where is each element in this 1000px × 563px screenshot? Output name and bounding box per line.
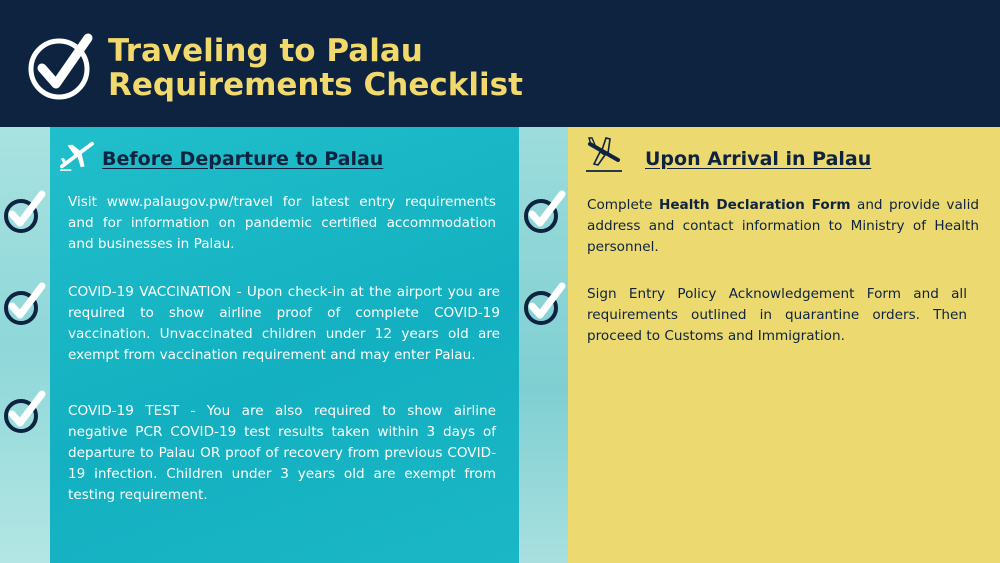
header-banner bbox=[0, 0, 1000, 127]
arrival-item-1-pre: Complete bbox=[587, 197, 659, 213]
before-item-2: COVID-19 VACCINATION - Upon check-in at the airport you are required to show airline proof of complete COVID-19 vaccination. Unvaccinated children under 12 years old are exempt from vaccination requirement and may enter Palau. bbox=[68, 284, 500, 363]
check-icon bbox=[2, 190, 46, 234]
check-icon bbox=[2, 282, 46, 326]
airplane-icon bbox=[58, 138, 96, 172]
arrival-item-1-post: and provide valid address and contact information to Ministry of Health personnel. bbox=[587, 197, 979, 255]
title-line-2: Requirements Checklist bbox=[108, 67, 523, 103]
upon-arrival-title: Upon Arrival in Palau bbox=[645, 148, 872, 170]
before-item-3: COVID-19 TEST - You are also required to show airline negative PCR COVID-19 test results taken within 3 days of departure to Palau OR proof of recovery from previous COVID-19 infection. Children under 3 years old are exempt from testing requirement. bbox=[68, 403, 496, 503]
page-title bbox=[108, 34, 523, 102]
health-declaration-form-label: Health Declaration Form bbox=[658, 197, 851, 213]
airplane-landing-icon bbox=[584, 134, 624, 174]
check-circle-icon bbox=[26, 30, 96, 102]
check-icon bbox=[522, 282, 566, 326]
before-item-1: Visit www.palaugov.pw/travel for latest entry requirements and for information on pandemic certified accommodation and businesses in Palau. bbox=[68, 194, 496, 252]
before-departure-title: Before Departure to Palau bbox=[102, 148, 384, 170]
arrival-item-2: Sign Entry Policy Acknowledgement Form and all requirements outlined in quarantine orders. Then proceed to Customs and Immigration. bbox=[587, 286, 967, 344]
check-icon bbox=[2, 390, 46, 434]
arrival-item-1 bbox=[587, 195, 979, 258]
title-line-1: Traveling to Palau bbox=[108, 33, 423, 69]
check-icon bbox=[522, 190, 566, 234]
